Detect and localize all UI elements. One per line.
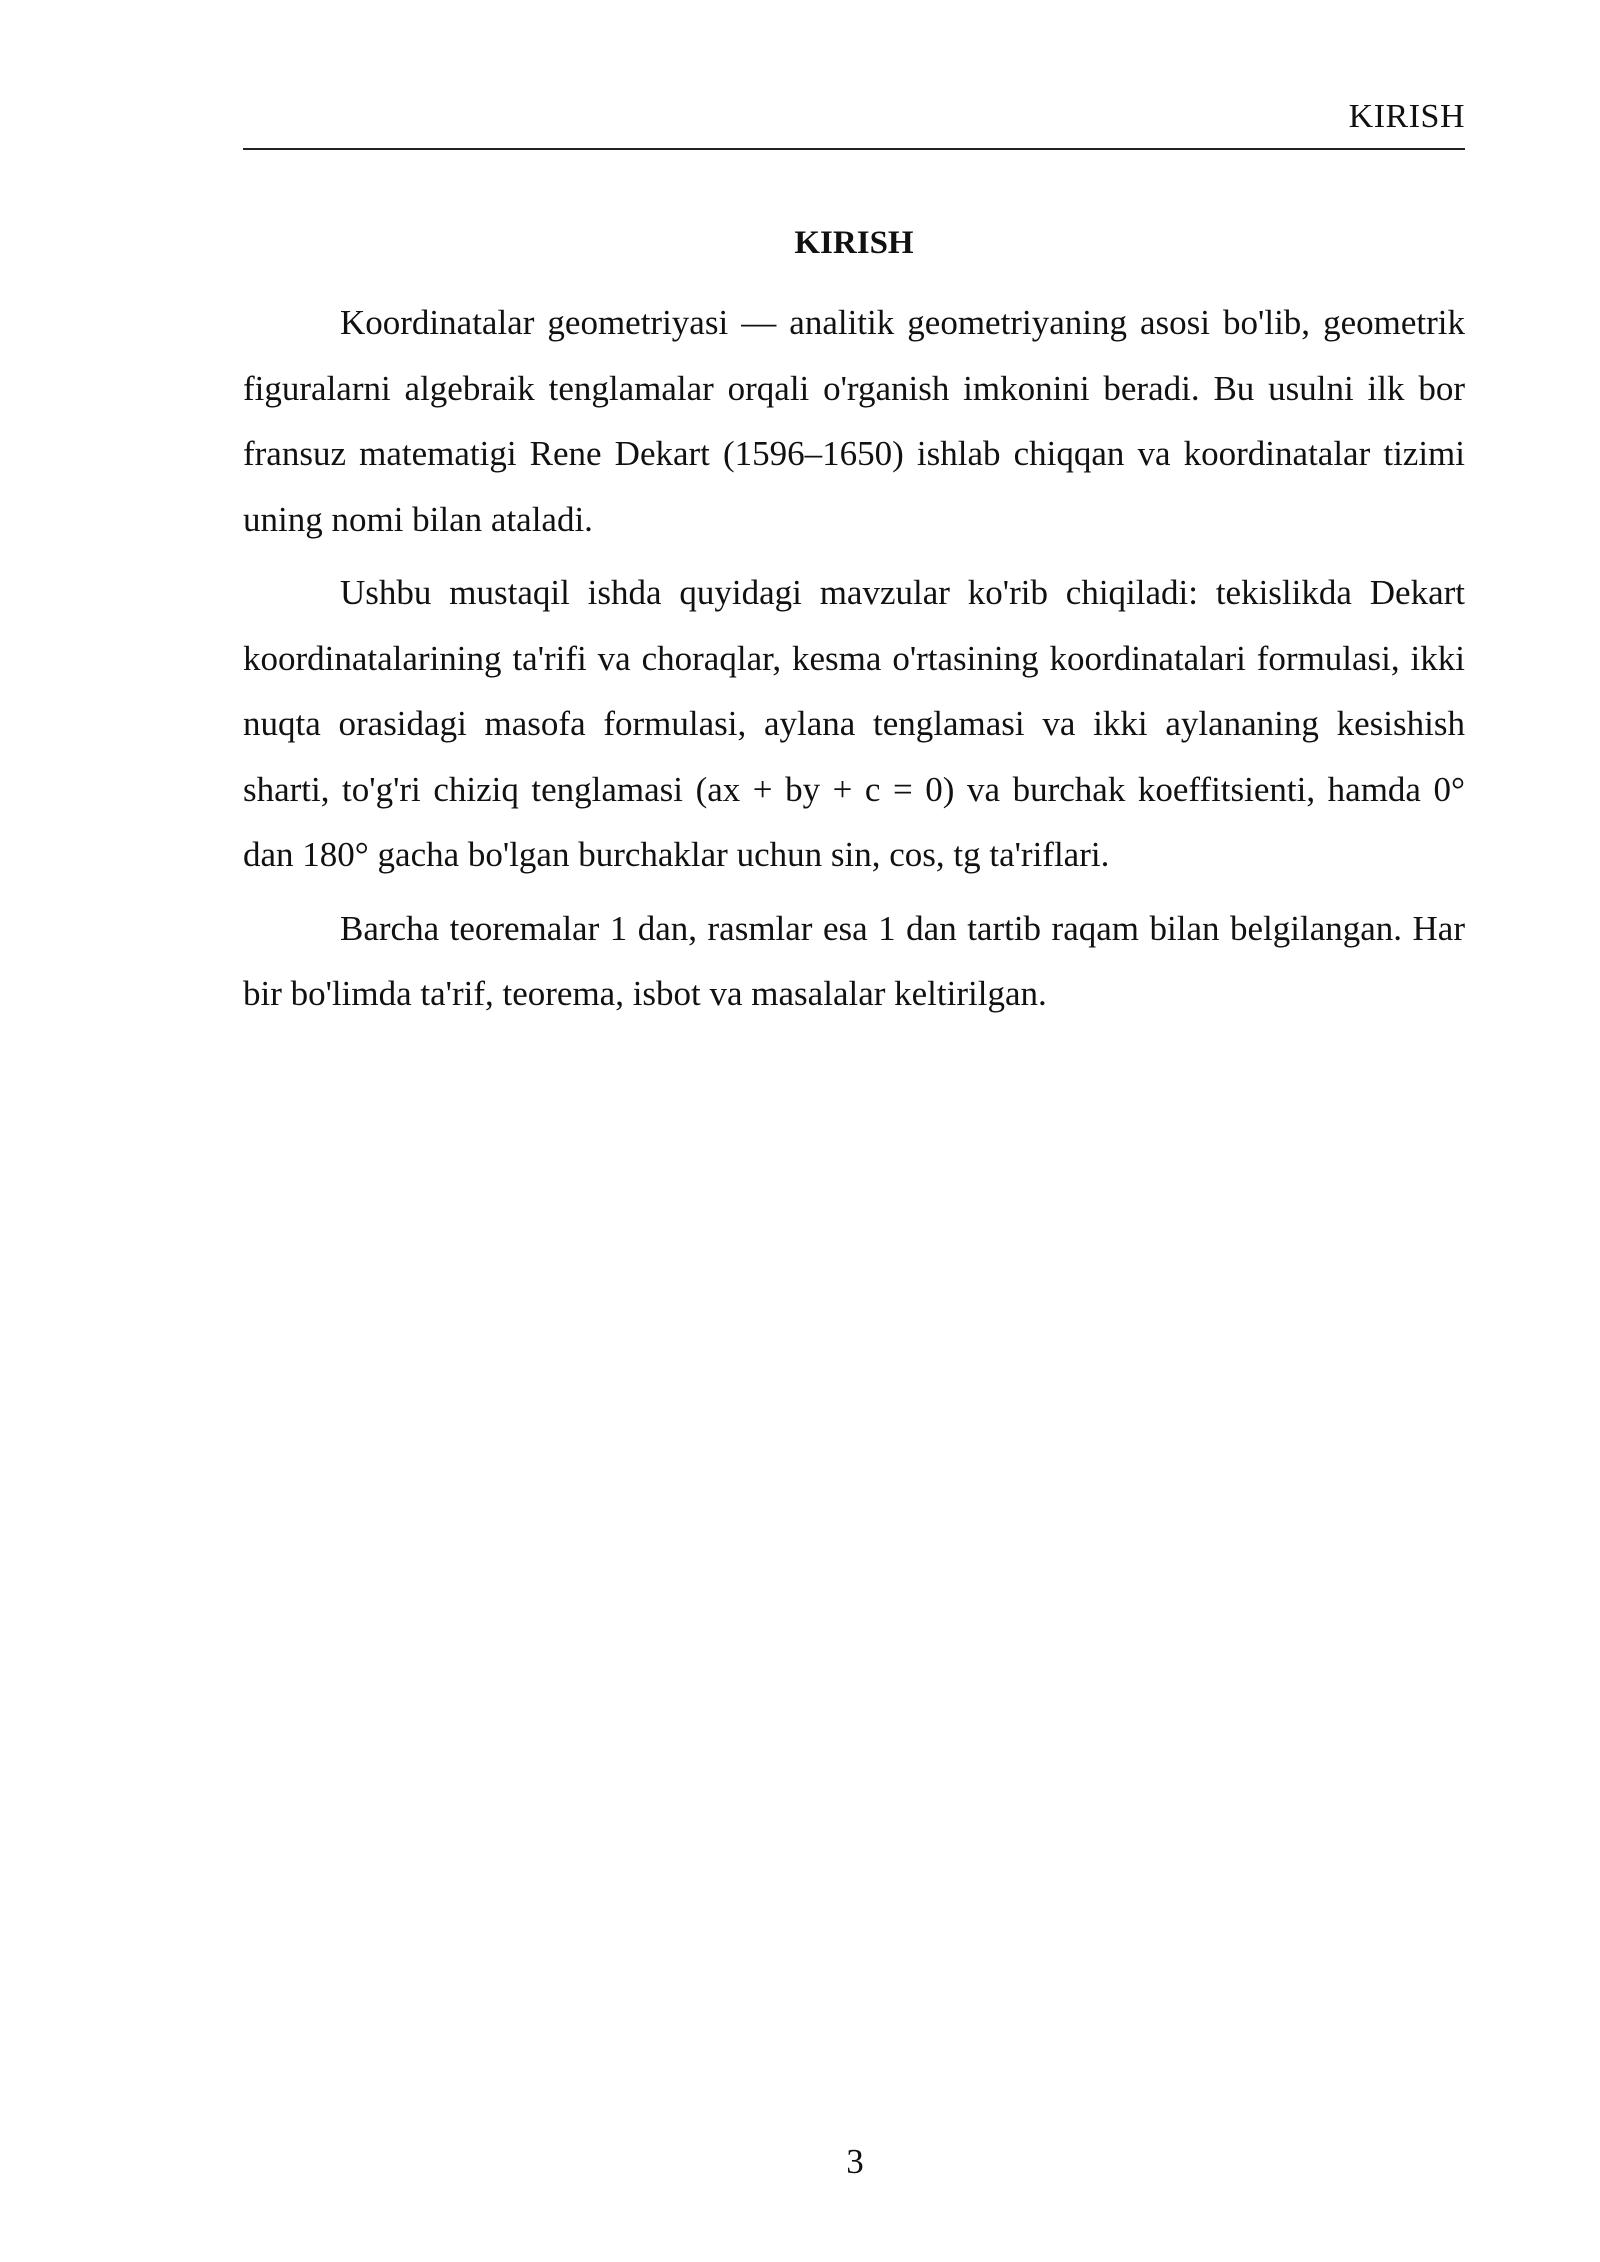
running-header-title: KIRISH bbox=[1348, 98, 1465, 135]
paragraph-topics: Ushbu mustaqil ishda quyidagi mavzular ko'rib chiqiladi: tekislikda Dekart koordinatalarining ta'rifi va choraqlar, kesma o'rtasining koordinatalari formulasi, ikki nuqta orasidagi masofa formulasi, aylana tenglamasi va ikki aylananing kesishish sharti, to'g'ri chiziq tenglamasi (ax + by + c = 0) va burchak koeffitsienti, hamda 0° dan 180° gacha bo'lgan burchaklar uchun sin, cos, tg ta'riflari. bbox=[243, 573, 1465, 874]
page-content bbox=[243, 218, 1465, 1035]
paragraph-introduction: Koordinatalar geometriyasi — analitik geometriyaning asosi bo'lib, geometrik figuralarni algebraik tenglamalar orqali o'rganish imkonini beradi. Bu usulni ilk bor fransuz matematigi Rene Dekart (1596–1650) ishlab chiqqan va koordinatalar tizimi uning nomi bilan ataladi. bbox=[243, 303, 1465, 539]
running-header bbox=[243, 96, 1465, 150]
section-title: KIRISH bbox=[794, 225, 914, 261]
page-number: 3 bbox=[846, 2142, 864, 2181]
paragraph-numbering: Barcha teoremalar 1 dan, rasmlar esa 1 dan tartib raqam bilan belgilangan. Har bir bo'limda ta'rif, teorema, isbot va masalalar keltirilgan. bbox=[243, 908, 1465, 1013]
